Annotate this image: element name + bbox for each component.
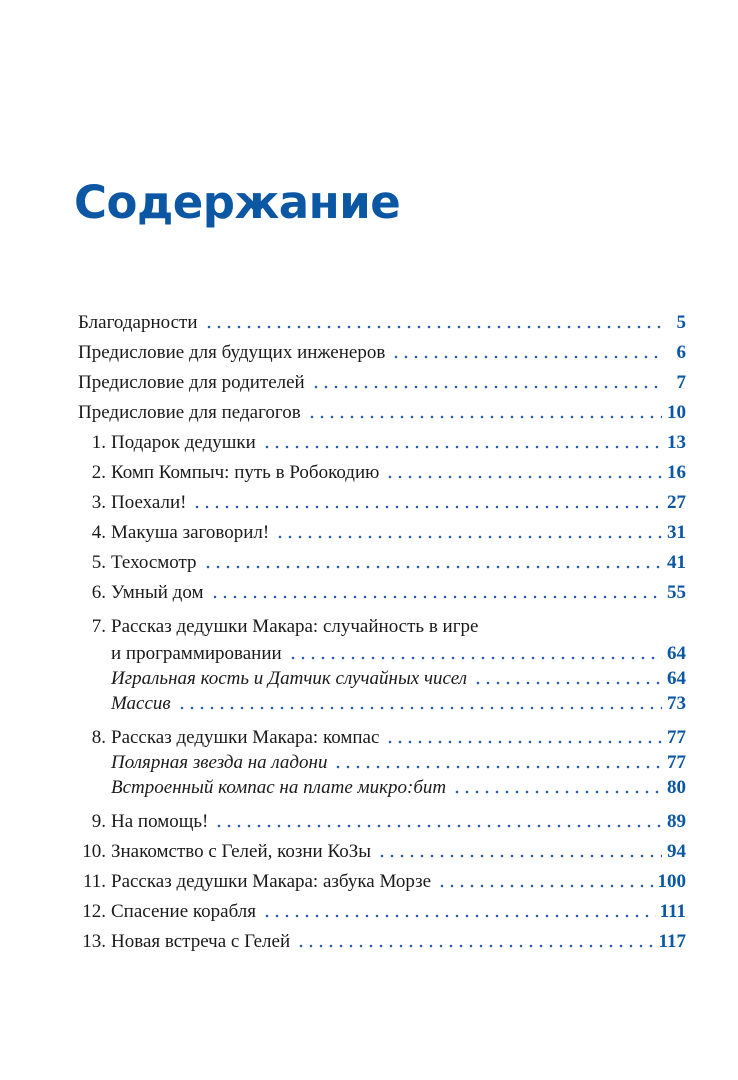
toc-entry-label: Поехали! [111, 492, 187, 513]
dot-leader [296, 944, 654, 948]
dot-leader [377, 854, 662, 858]
toc-entry-number: 2. [91, 462, 106, 483]
toc-entry-label-line1: Рассказ дедушки Макара: случайность в игре [111, 616, 479, 637]
toc-entry-number: 5. [91, 552, 106, 573]
toc-subentry-label: Полярная звезда на ладони [111, 752, 328, 773]
toc-entry[interactable] [78, 923, 686, 953]
dot-leader [210, 595, 663, 599]
toc-entry-page: 111 [659, 901, 686, 922]
toc-entry-page: 55 [667, 582, 686, 603]
toc-entry-number: 1. [91, 432, 106, 453]
toc-entry-label: Рассказ дедушки Макара: компас [111, 727, 380, 748]
dot-leader [177, 706, 662, 710]
toc-entry-number: 10. [82, 841, 106, 862]
dot-leader [437, 884, 653, 888]
toc-entry[interactable] [78, 424, 686, 454]
toc-entry-label: Техосмотр [111, 552, 197, 573]
toc-entry-page: 5 [676, 312, 686, 333]
toc-entry-page: 64 [667, 643, 686, 664]
toc-entry[interactable] [78, 514, 686, 544]
dot-leader [473, 681, 662, 685]
toc-entry-label: Рассказ дедушки Макара: азбука Морзе [111, 871, 432, 892]
toc-entry[interactable] [78, 454, 686, 484]
toc-entry-label: Предисловие для будущих инженеров [78, 342, 386, 363]
dot-leader [333, 765, 662, 769]
dot-leader [385, 475, 662, 479]
toc-entry[interactable] [78, 394, 686, 424]
toc-entry-page: 6 [676, 342, 686, 363]
toc-entry-number: 13. [82, 931, 106, 952]
toc-entry-first-line[interactable] [78, 604, 686, 638]
toc-entry-label: Благодарности [78, 312, 198, 333]
toc-entry-page: 7 [676, 372, 686, 393]
toc-entry-number: 3. [91, 492, 106, 513]
toc-entry-label: Подарок дедушки [111, 432, 256, 453]
toc-entry[interactable] [78, 544, 686, 574]
page-title: Содержание [74, 176, 401, 229]
toc-entry[interactable] [78, 833, 686, 863]
toc-subentry[interactable] [78, 690, 686, 715]
toc-entry[interactable] [78, 715, 686, 749]
dot-leader [262, 914, 656, 918]
toc-entry[interactable] [78, 863, 686, 893]
toc-subentry-label: Массив [111, 693, 171, 714]
toc-entry[interactable] [78, 300, 686, 334]
toc-entry-label: Новая встреча с Гелей [111, 931, 291, 952]
toc-entry-label: На помощь! [111, 811, 209, 832]
toc-entry[interactable] [78, 334, 686, 364]
toc-entry[interactable] [78, 364, 686, 394]
dot-leader [275, 535, 662, 539]
toc-entry-page: 13 [667, 432, 686, 453]
dot-leader [204, 325, 663, 329]
toc-entry-page: 31 [667, 522, 686, 543]
toc-entry-label: Спасение корабля [111, 901, 257, 922]
toc-entry-page: 10 [667, 402, 686, 423]
dot-leader [385, 740, 662, 744]
dot-leader [203, 565, 662, 569]
dot-leader [288, 656, 662, 660]
toc-subentry-label: Игральная кость и Датчик случайных чисел [111, 668, 467, 689]
toc-entry-page: 41 [667, 552, 686, 573]
dot-leader [391, 355, 662, 359]
toc-subentry-page: 80 [667, 777, 686, 798]
dot-leader [311, 385, 662, 389]
toc-subentry-page: 64 [667, 668, 686, 689]
toc-entry[interactable] [78, 799, 686, 833]
dot-leader [214, 824, 662, 828]
toc-subentry[interactable] [78, 774, 686, 799]
toc-subentry[interactable] [78, 749, 686, 774]
toc-entry-label: Умный дом [111, 582, 204, 603]
toc-entry-number: 4. [91, 522, 106, 543]
toc-entry-number: 9. [91, 811, 106, 832]
dot-leader [262, 445, 662, 449]
toc-entry-number: 6. [91, 582, 106, 603]
toc-entry[interactable] [78, 638, 686, 665]
toc-entry-label: Предисловие для родителей [78, 372, 305, 393]
dot-leader [452, 790, 662, 794]
toc-entry[interactable] [78, 574, 686, 604]
toc-entry-page: 27 [667, 492, 686, 513]
toc-entry[interactable] [78, 893, 686, 923]
toc-entry-number: 8. [91, 727, 106, 748]
toc-entry-page: 100 [657, 871, 686, 892]
toc-entry-page: 89 [667, 811, 686, 832]
toc-subentry[interactable] [78, 665, 686, 690]
toc-entry-page: 77 [667, 727, 686, 748]
toc-entry-label: Предисловие для педагогов [78, 402, 301, 423]
toc-subentry-page: 73 [667, 693, 686, 714]
toc-entry-label: Макуша заговорил! [111, 522, 270, 543]
table-of-contents [78, 300, 686, 953]
toc-entry-number: 11. [82, 871, 106, 892]
toc-entry-number: 12. [82, 901, 106, 922]
toc-entry-page: 117 [658, 931, 686, 952]
toc-entry-label: Комп Компыч: путь в Робокодию [111, 462, 380, 483]
toc-entry-page: 16 [667, 462, 686, 483]
toc-entry-page: 94 [667, 841, 686, 862]
toc-entry-label: Знакомство с Гелей, козни КоЗы [111, 841, 371, 862]
toc-entry[interactable] [78, 484, 686, 514]
toc-subentry-page: 77 [667, 752, 686, 773]
dot-leader [307, 415, 662, 419]
dot-leader [192, 505, 662, 509]
toc-entry-number: 7. [91, 616, 106, 637]
toc-entry-label: и программировании [111, 643, 282, 664]
toc-subentry-label: Встроенный компас на плате микро:бит [111, 777, 447, 798]
